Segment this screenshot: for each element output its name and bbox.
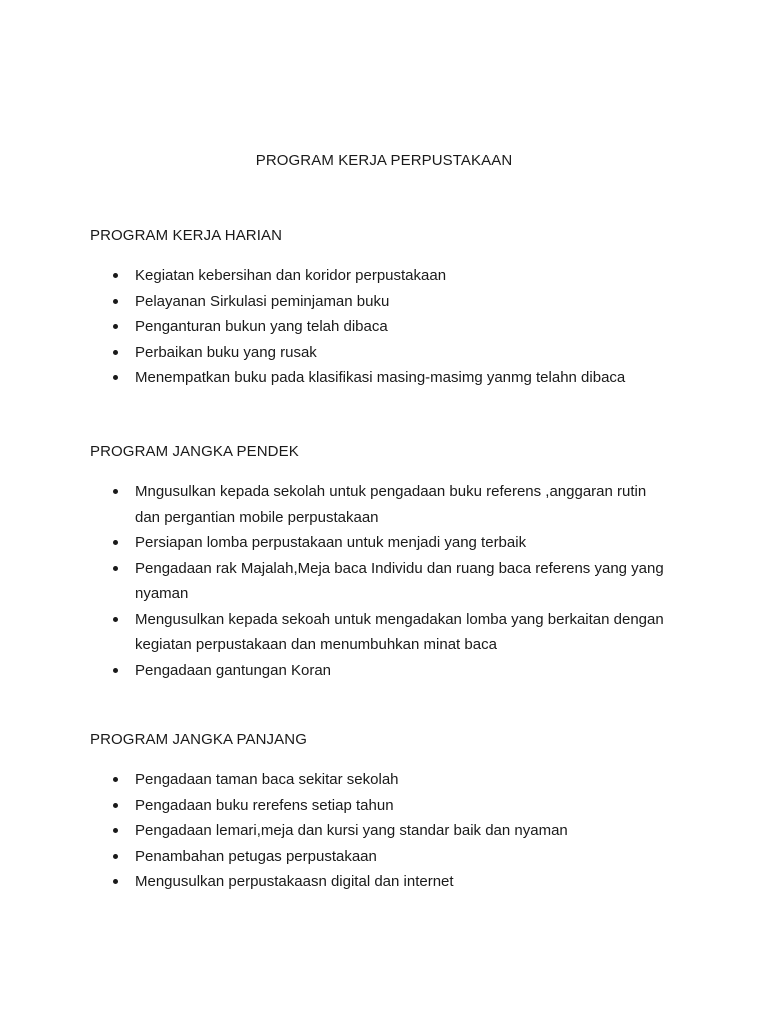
bullet-list <box>90 479 690 683</box>
bullet-icon <box>113 350 118 355</box>
section-program-kerja-harian <box>90 226 690 391</box>
list-item-text: Penganturan bukun yang telah dibaca <box>135 318 388 335</box>
document-title: PROGRAM KERJA PERPUSTAKAAN <box>255 152 513 169</box>
bullet-icon <box>113 828 118 833</box>
list-item-text: Penambahan petugas perpustakaan <box>135 847 377 865</box>
list-item-text: Persiapan lomba perpustakaan untuk menjadi yang terbaik <box>135 534 527 551</box>
list-item <box>90 793 665 819</box>
section-heading: PROGRAM JANGKA PANJANG <box>90 731 307 748</box>
bullet-icon <box>113 324 118 329</box>
list-item-text: Pengadaan buku rerefens setiap tahun <box>135 796 394 814</box>
bullet-list <box>90 263 690 391</box>
bullet-icon <box>113 540 118 545</box>
bullet-icon <box>113 803 118 808</box>
section-heading: PROGRAM KERJA HARIAN <box>90 227 283 244</box>
list-item-text: Pengadaan lemari,meja dan kursi yang standar baik dan nyaman <box>135 822 568 839</box>
bullet-icon <box>113 879 118 884</box>
list-item <box>90 314 665 340</box>
list-item <box>90 844 665 870</box>
list-item-text: Kegiatan kebersihan dan koridor perpustakaan <box>135 267 447 284</box>
section-program-jangka-pendek <box>90 442 690 683</box>
bullet-icon <box>113 777 118 782</box>
list-item <box>90 365 665 391</box>
list-item-text: Mngusulkan kepada sekolah untuk pengadaan buku referens ,anggaran rutin dan pergantian mobile perpustakaan <box>135 483 647 526</box>
list-item <box>90 479 665 530</box>
bullet-icon <box>113 668 118 673</box>
list-item-text: Pengadaan gantungan Koran <box>135 661 332 679</box>
list-item <box>90 263 665 289</box>
bullet-icon <box>113 617 118 622</box>
bullet-list <box>90 767 690 895</box>
list-item <box>90 556 665 607</box>
list-item <box>90 818 665 844</box>
bullet-icon <box>113 566 118 571</box>
bullet-icon <box>113 299 118 304</box>
bullet-icon <box>113 854 118 859</box>
list-item-text: Menempatkan buku pada klasifikasi masing-masimg yanmg telahn dibaca <box>135 369 626 386</box>
list-item <box>90 767 665 793</box>
list-item-text: Mengusulkan kepada sekoah untuk mengadakan lomba yang berkaitan dengan kegiatan perpustakaan dan menumbuhkan minat baca <box>135 610 664 653</box>
list-item-text: Pengadaan taman baca sekitar sekolah <box>135 771 399 788</box>
list-item <box>90 289 665 315</box>
list-item <box>90 530 665 556</box>
list-item <box>90 340 665 366</box>
bullet-icon <box>113 375 118 380</box>
list-item-text: Pengadaan rak Majalah,Meja baca Individu dan ruang baca referens yang yang nyaman <box>135 559 664 602</box>
section-program-jangka-panjang <box>90 730 690 895</box>
list-item-text: Pelayanan Sirkulasi peminjaman buku <box>135 292 390 310</box>
bullet-icon <box>113 489 118 494</box>
list-item <box>90 607 665 658</box>
list-item-text: Mengusulkan perpustakaasn digital dan internet <box>135 873 454 890</box>
list-item-text: Perbaikan buku yang rusak <box>135 343 317 361</box>
list-item <box>90 658 665 684</box>
list-item <box>90 869 665 895</box>
bullet-icon <box>113 273 118 278</box>
section-heading: PROGRAM JANGKA PENDEK <box>90 443 299 460</box>
